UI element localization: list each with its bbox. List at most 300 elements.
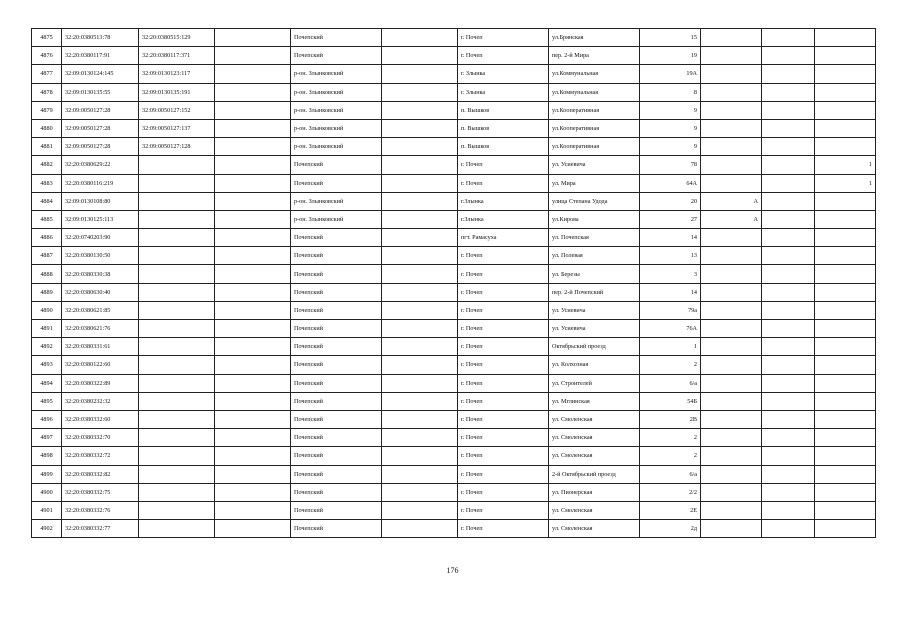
house-number: 14 <box>640 229 701 247</box>
empty-cell <box>215 192 291 210</box>
empty-cell <box>382 210 458 228</box>
locality: г. Злынка <box>458 65 549 83</box>
locality: г. Почеп <box>458 338 549 356</box>
table-row <box>32 429 876 447</box>
table-row <box>32 47 876 65</box>
empty-cell <box>215 392 291 410</box>
letter: А <box>701 192 762 210</box>
house-number: 15 <box>640 29 701 47</box>
empty-cell <box>382 101 458 119</box>
parent-cadastral-number <box>139 192 215 210</box>
table-row <box>32 410 876 428</box>
empty-cell <box>382 356 458 374</box>
count <box>815 283 876 301</box>
house-number: 2д <box>640 520 701 538</box>
count <box>815 247 876 265</box>
row-number: 4876 <box>32 47 62 65</box>
street: ул. Колхозная <box>549 356 640 374</box>
count <box>815 301 876 319</box>
house-number: 3 <box>640 265 701 283</box>
empty-cell <box>215 283 291 301</box>
street: улица Степана Удода <box>549 192 640 210</box>
empty-cell <box>215 265 291 283</box>
table-row <box>32 501 876 519</box>
empty-cell <box>215 501 291 519</box>
empty-cell <box>762 65 815 83</box>
street: ул. Пионерская <box>549 483 640 501</box>
empty-cell <box>382 410 458 428</box>
row-number: 4885 <box>32 210 62 228</box>
page-number: 176 <box>446 566 459 575</box>
street: ул. Почепская <box>549 229 640 247</box>
empty-cell <box>215 83 291 101</box>
cadastral-number: 32:20:0380332:72 <box>62 447 139 465</box>
cadastral-number: 32:20:0740203:90 <box>62 229 139 247</box>
cadastral-number: 32:09:0130108:80 <box>62 192 139 210</box>
district: Почепский <box>291 174 382 192</box>
house-number: 2В <box>640 410 701 428</box>
district: р-он. Злынковский <box>291 83 382 101</box>
cadastral-number: 32:20:0380630:40 <box>62 283 139 301</box>
empty-cell <box>762 247 815 265</box>
empty-cell <box>215 65 291 83</box>
house-number: 8 <box>640 83 701 101</box>
row-number: 4889 <box>32 283 62 301</box>
empty-cell <box>382 174 458 192</box>
count <box>815 447 876 465</box>
cadastral-number: 32:20:0380621:76 <box>62 320 139 338</box>
table-row <box>32 156 876 174</box>
count <box>815 320 876 338</box>
letter <box>701 356 762 374</box>
count <box>815 29 876 47</box>
locality: г. Почеп <box>458 283 549 301</box>
street: ул.Коммунальная <box>549 65 640 83</box>
district: р-он. Злынковский <box>291 210 382 228</box>
letter <box>701 265 762 283</box>
row-number: 4902 <box>32 520 62 538</box>
locality: г. Злынка <box>458 83 549 101</box>
letter <box>701 47 762 65</box>
street: ул. Смоленская <box>549 520 640 538</box>
letter <box>701 483 762 501</box>
letter <box>701 465 762 483</box>
empty-cell <box>382 138 458 156</box>
house-number: 78 <box>640 156 701 174</box>
row-number: 4892 <box>32 338 62 356</box>
letter <box>701 374 762 392</box>
row-number: 4898 <box>32 447 62 465</box>
letter <box>701 229 762 247</box>
table-row <box>32 392 876 410</box>
empty-cell <box>762 283 815 301</box>
count <box>815 229 876 247</box>
house-number: 54Б <box>640 392 701 410</box>
cadastral-number: 32:20:0380332:60 <box>62 410 139 428</box>
locality: г. Почеп <box>458 265 549 283</box>
empty-cell <box>762 520 815 538</box>
table-row <box>32 301 876 319</box>
house-number: 64А <box>640 174 701 192</box>
locality: г. Почеп <box>458 247 549 265</box>
table-row <box>32 119 876 137</box>
district: Почепский <box>291 410 382 428</box>
empty-cell <box>762 447 815 465</box>
locality: г. Почеп <box>458 392 549 410</box>
house-number: 13 <box>640 247 701 265</box>
locality: п. Вышков <box>458 101 549 119</box>
parent-cadastral-number <box>139 465 215 483</box>
street: пер. 2-й Мира <box>549 47 640 65</box>
house-number: 2 <box>640 429 701 447</box>
parent-cadastral-number <box>139 229 215 247</box>
cadastral-number: 32:20:0380322:89 <box>62 374 139 392</box>
parent-cadastral-number <box>139 483 215 501</box>
empty-cell <box>382 520 458 538</box>
parent-cadastral-number <box>139 156 215 174</box>
letter <box>701 447 762 465</box>
house-number: 19А <box>640 65 701 83</box>
row-number: 4875 <box>32 29 62 47</box>
parent-cadastral-number <box>139 501 215 519</box>
district: Почепский <box>291 392 382 410</box>
district: р-он. Злынковский <box>291 192 382 210</box>
count <box>815 101 876 119</box>
locality: п. Вышков <box>458 119 549 137</box>
row-number: 4891 <box>32 320 62 338</box>
count <box>815 65 876 83</box>
letter <box>701 283 762 301</box>
empty-cell <box>215 29 291 47</box>
parent-cadastral-number <box>139 374 215 392</box>
house-number: 1 <box>640 338 701 356</box>
parent-cadastral-number <box>139 247 215 265</box>
cadastral-number: 32:20:0380232:32 <box>62 392 139 410</box>
table-row <box>32 192 876 210</box>
empty-cell <box>762 119 815 137</box>
street: ул. Строителей <box>549 374 640 392</box>
count <box>815 338 876 356</box>
locality: г. Почеп <box>458 320 549 338</box>
table-row <box>32 138 876 156</box>
district: Почепский <box>291 501 382 519</box>
district: р-он. Злынковский <box>291 138 382 156</box>
count <box>815 465 876 483</box>
cadastral-number: 32:20:0380330:38 <box>62 265 139 283</box>
cadastral-number: 32:09:0050127:28 <box>62 138 139 156</box>
locality: г. Почеп <box>458 29 549 47</box>
empty-cell <box>382 29 458 47</box>
cadastral-number: 32:20:0380331:61 <box>62 338 139 356</box>
table-row <box>32 483 876 501</box>
row-number: 4900 <box>32 483 62 501</box>
locality: г.Злынка <box>458 192 549 210</box>
empty-cell <box>762 465 815 483</box>
table-row <box>32 174 876 192</box>
count: 1 <box>815 174 876 192</box>
empty-cell <box>215 247 291 265</box>
empty-cell <box>382 374 458 392</box>
house-number: 2Е <box>640 501 701 519</box>
district: Почепский <box>291 465 382 483</box>
district: Почепский <box>291 156 382 174</box>
district: Почепский <box>291 447 382 465</box>
house-number: 9 <box>640 101 701 119</box>
row-number: 4896 <box>32 410 62 428</box>
cadastral-number: 32:09:0130124:145 <box>62 65 139 83</box>
row-number: 4894 <box>32 374 62 392</box>
table-row <box>32 465 876 483</box>
empty-cell <box>215 338 291 356</box>
row-number: 4899 <box>32 465 62 483</box>
street: Октябрьский проезд <box>549 338 640 356</box>
district: Почепский <box>291 429 382 447</box>
table-row <box>32 374 876 392</box>
street: ул. Березы <box>549 265 640 283</box>
cadastral-number: 32:20:0380332:77 <box>62 520 139 538</box>
count <box>815 83 876 101</box>
letter <box>701 392 762 410</box>
count <box>815 192 876 210</box>
row-number: 4890 <box>32 301 62 319</box>
row-number: 4879 <box>32 101 62 119</box>
empty-cell <box>762 47 815 65</box>
street: ул. Усиевича <box>549 301 640 319</box>
letter <box>701 29 762 47</box>
street: ул. Мглинская <box>549 392 640 410</box>
letter <box>701 301 762 319</box>
table-row <box>32 356 876 374</box>
letter <box>701 501 762 519</box>
count <box>815 429 876 447</box>
street: пер. 2-й Почепский <box>549 283 640 301</box>
row-number: 4886 <box>32 229 62 247</box>
empty-cell <box>762 29 815 47</box>
empty-cell <box>762 174 815 192</box>
table-row <box>32 101 876 119</box>
district: Почепский <box>291 483 382 501</box>
street: ул.Кооперативная <box>549 138 640 156</box>
count <box>815 47 876 65</box>
locality: г. Почеп <box>458 47 549 65</box>
district: Почепский <box>291 374 382 392</box>
empty-cell <box>382 483 458 501</box>
parent-cadastral-number <box>139 392 215 410</box>
empty-cell <box>215 429 291 447</box>
house-number: 76А <box>640 320 701 338</box>
count <box>815 119 876 137</box>
empty-cell <box>762 301 815 319</box>
locality: г. Почеп <box>458 429 549 447</box>
empty-cell <box>762 156 815 174</box>
district: Почепский <box>291 338 382 356</box>
empty-cell <box>762 83 815 101</box>
locality: г. Почеп <box>458 520 549 538</box>
district: р-он. Злынковский <box>291 65 382 83</box>
letter <box>701 320 762 338</box>
empty-cell <box>382 320 458 338</box>
parent-cadastral-number <box>139 320 215 338</box>
cadastral-number: 32:20:0380332:70 <box>62 429 139 447</box>
parent-cadastral-number: 32:09:0050127:128 <box>139 138 215 156</box>
empty-cell <box>382 465 458 483</box>
cadastral-number: 32:20:0380332:82 <box>62 465 139 483</box>
letter: А <box>701 210 762 228</box>
table-row <box>32 65 876 83</box>
letter <box>701 520 762 538</box>
empty-cell <box>215 374 291 392</box>
parent-cadastral-number: 32:09:0050127:137 <box>139 119 215 137</box>
row-number: 4881 <box>32 138 62 156</box>
house-number: 20 <box>640 192 701 210</box>
letter <box>701 338 762 356</box>
letter <box>701 247 762 265</box>
table-row <box>32 83 876 101</box>
street: ул.Коммунальная <box>549 83 640 101</box>
parent-cadastral-number <box>139 429 215 447</box>
cadastral-number: 32:20:0380122:60 <box>62 356 139 374</box>
empty-cell <box>762 229 815 247</box>
letter <box>701 83 762 101</box>
count <box>815 374 876 392</box>
table-row <box>32 520 876 538</box>
table-row <box>32 447 876 465</box>
cadastral-number: 32:09:0130125:113 <box>62 210 139 228</box>
district: Почепский <box>291 320 382 338</box>
locality: г. Почеп <box>458 465 549 483</box>
empty-cell <box>382 265 458 283</box>
empty-cell <box>762 338 815 356</box>
district: Почепский <box>291 247 382 265</box>
empty-cell <box>215 356 291 374</box>
empty-cell <box>762 392 815 410</box>
cadastral-number: 32:20:0380629:22 <box>62 156 139 174</box>
parent-cadastral-number <box>139 265 215 283</box>
parent-cadastral-number <box>139 356 215 374</box>
letter <box>701 174 762 192</box>
row-number: 4888 <box>32 265 62 283</box>
row-number: 4877 <box>32 65 62 83</box>
district: Почепский <box>291 29 382 47</box>
cadastral-number: 32:20:0380513:78 <box>62 29 139 47</box>
row-number: 4884 <box>32 192 62 210</box>
house-number: 2/2 <box>640 483 701 501</box>
parent-cadastral-number: 32:09:0130123:117 <box>139 65 215 83</box>
empty-cell <box>762 410 815 428</box>
empty-cell <box>762 429 815 447</box>
table-row <box>32 283 876 301</box>
district: Почепский <box>291 47 382 65</box>
empty-cell <box>762 192 815 210</box>
row-number: 4880 <box>32 119 62 137</box>
empty-cell <box>382 338 458 356</box>
empty-cell <box>382 119 458 137</box>
street: ул. Смоленская <box>549 447 640 465</box>
empty-cell <box>762 320 815 338</box>
row-number: 4893 <box>32 356 62 374</box>
empty-cell <box>762 138 815 156</box>
empty-cell <box>382 392 458 410</box>
locality: г.Злынка <box>458 210 549 228</box>
table-row <box>32 247 876 265</box>
row-number: 4882 <box>32 156 62 174</box>
table-row <box>32 229 876 247</box>
locality: г. Почеп <box>458 410 549 428</box>
house-number: 9 <box>640 138 701 156</box>
letter <box>701 429 762 447</box>
row-number: 4897 <box>32 429 62 447</box>
street: ул.Брянская <box>549 29 640 47</box>
locality: пгт. Рамасуха <box>458 229 549 247</box>
house-number: 9 <box>640 119 701 137</box>
empty-cell <box>215 465 291 483</box>
district: р-он. Злынковский <box>291 101 382 119</box>
count <box>815 265 876 283</box>
empty-cell <box>382 47 458 65</box>
count <box>815 410 876 428</box>
house-number: 2 <box>640 356 701 374</box>
locality: г. Почеп <box>458 301 549 319</box>
street: ул. Усиевича <box>549 320 640 338</box>
letter <box>701 101 762 119</box>
cadastral-number: 32:20:0380332:76 <box>62 501 139 519</box>
table-row <box>32 338 876 356</box>
count <box>815 210 876 228</box>
district: Почепский <box>291 283 382 301</box>
table-row <box>32 210 876 228</box>
empty-cell <box>382 192 458 210</box>
letter <box>701 65 762 83</box>
locality: г. Почеп <box>458 483 549 501</box>
district: Почепский <box>291 229 382 247</box>
parent-cadastral-number <box>139 301 215 319</box>
empty-cell <box>382 65 458 83</box>
cadastral-number: 32:20:0380130:50 <box>62 247 139 265</box>
parent-cadastral-number <box>139 410 215 428</box>
locality: п. Вышков <box>458 138 549 156</box>
cadastral-number: 32:09:0050127:28 <box>62 119 139 137</box>
district: Почепский <box>291 356 382 374</box>
locality: г. Почеп <box>458 356 549 374</box>
parent-cadastral-number <box>139 338 215 356</box>
count <box>815 138 876 156</box>
empty-cell <box>382 247 458 265</box>
locality: г. Почеп <box>458 174 549 192</box>
street: ул. Мира <box>549 174 640 192</box>
empty-cell <box>215 229 291 247</box>
empty-cell <box>762 265 815 283</box>
parent-cadastral-number <box>139 283 215 301</box>
empty-cell <box>382 229 458 247</box>
letter <box>701 138 762 156</box>
empty-cell <box>382 283 458 301</box>
empty-cell <box>215 320 291 338</box>
empty-cell <box>762 374 815 392</box>
empty-cell <box>762 210 815 228</box>
table-row <box>32 320 876 338</box>
street: ул. Смоленская <box>549 501 640 519</box>
street: ул. Усиевича <box>549 156 640 174</box>
street: ул.Кооперативная <box>549 119 640 137</box>
empty-cell <box>382 447 458 465</box>
locality: г. Почеп <box>458 447 549 465</box>
count <box>815 520 876 538</box>
count <box>815 501 876 519</box>
cadastral-number: 32:09:0050127:28 <box>62 101 139 119</box>
locality: г. Почеп <box>458 374 549 392</box>
letter <box>701 119 762 137</box>
house-number: 19 <box>640 47 701 65</box>
